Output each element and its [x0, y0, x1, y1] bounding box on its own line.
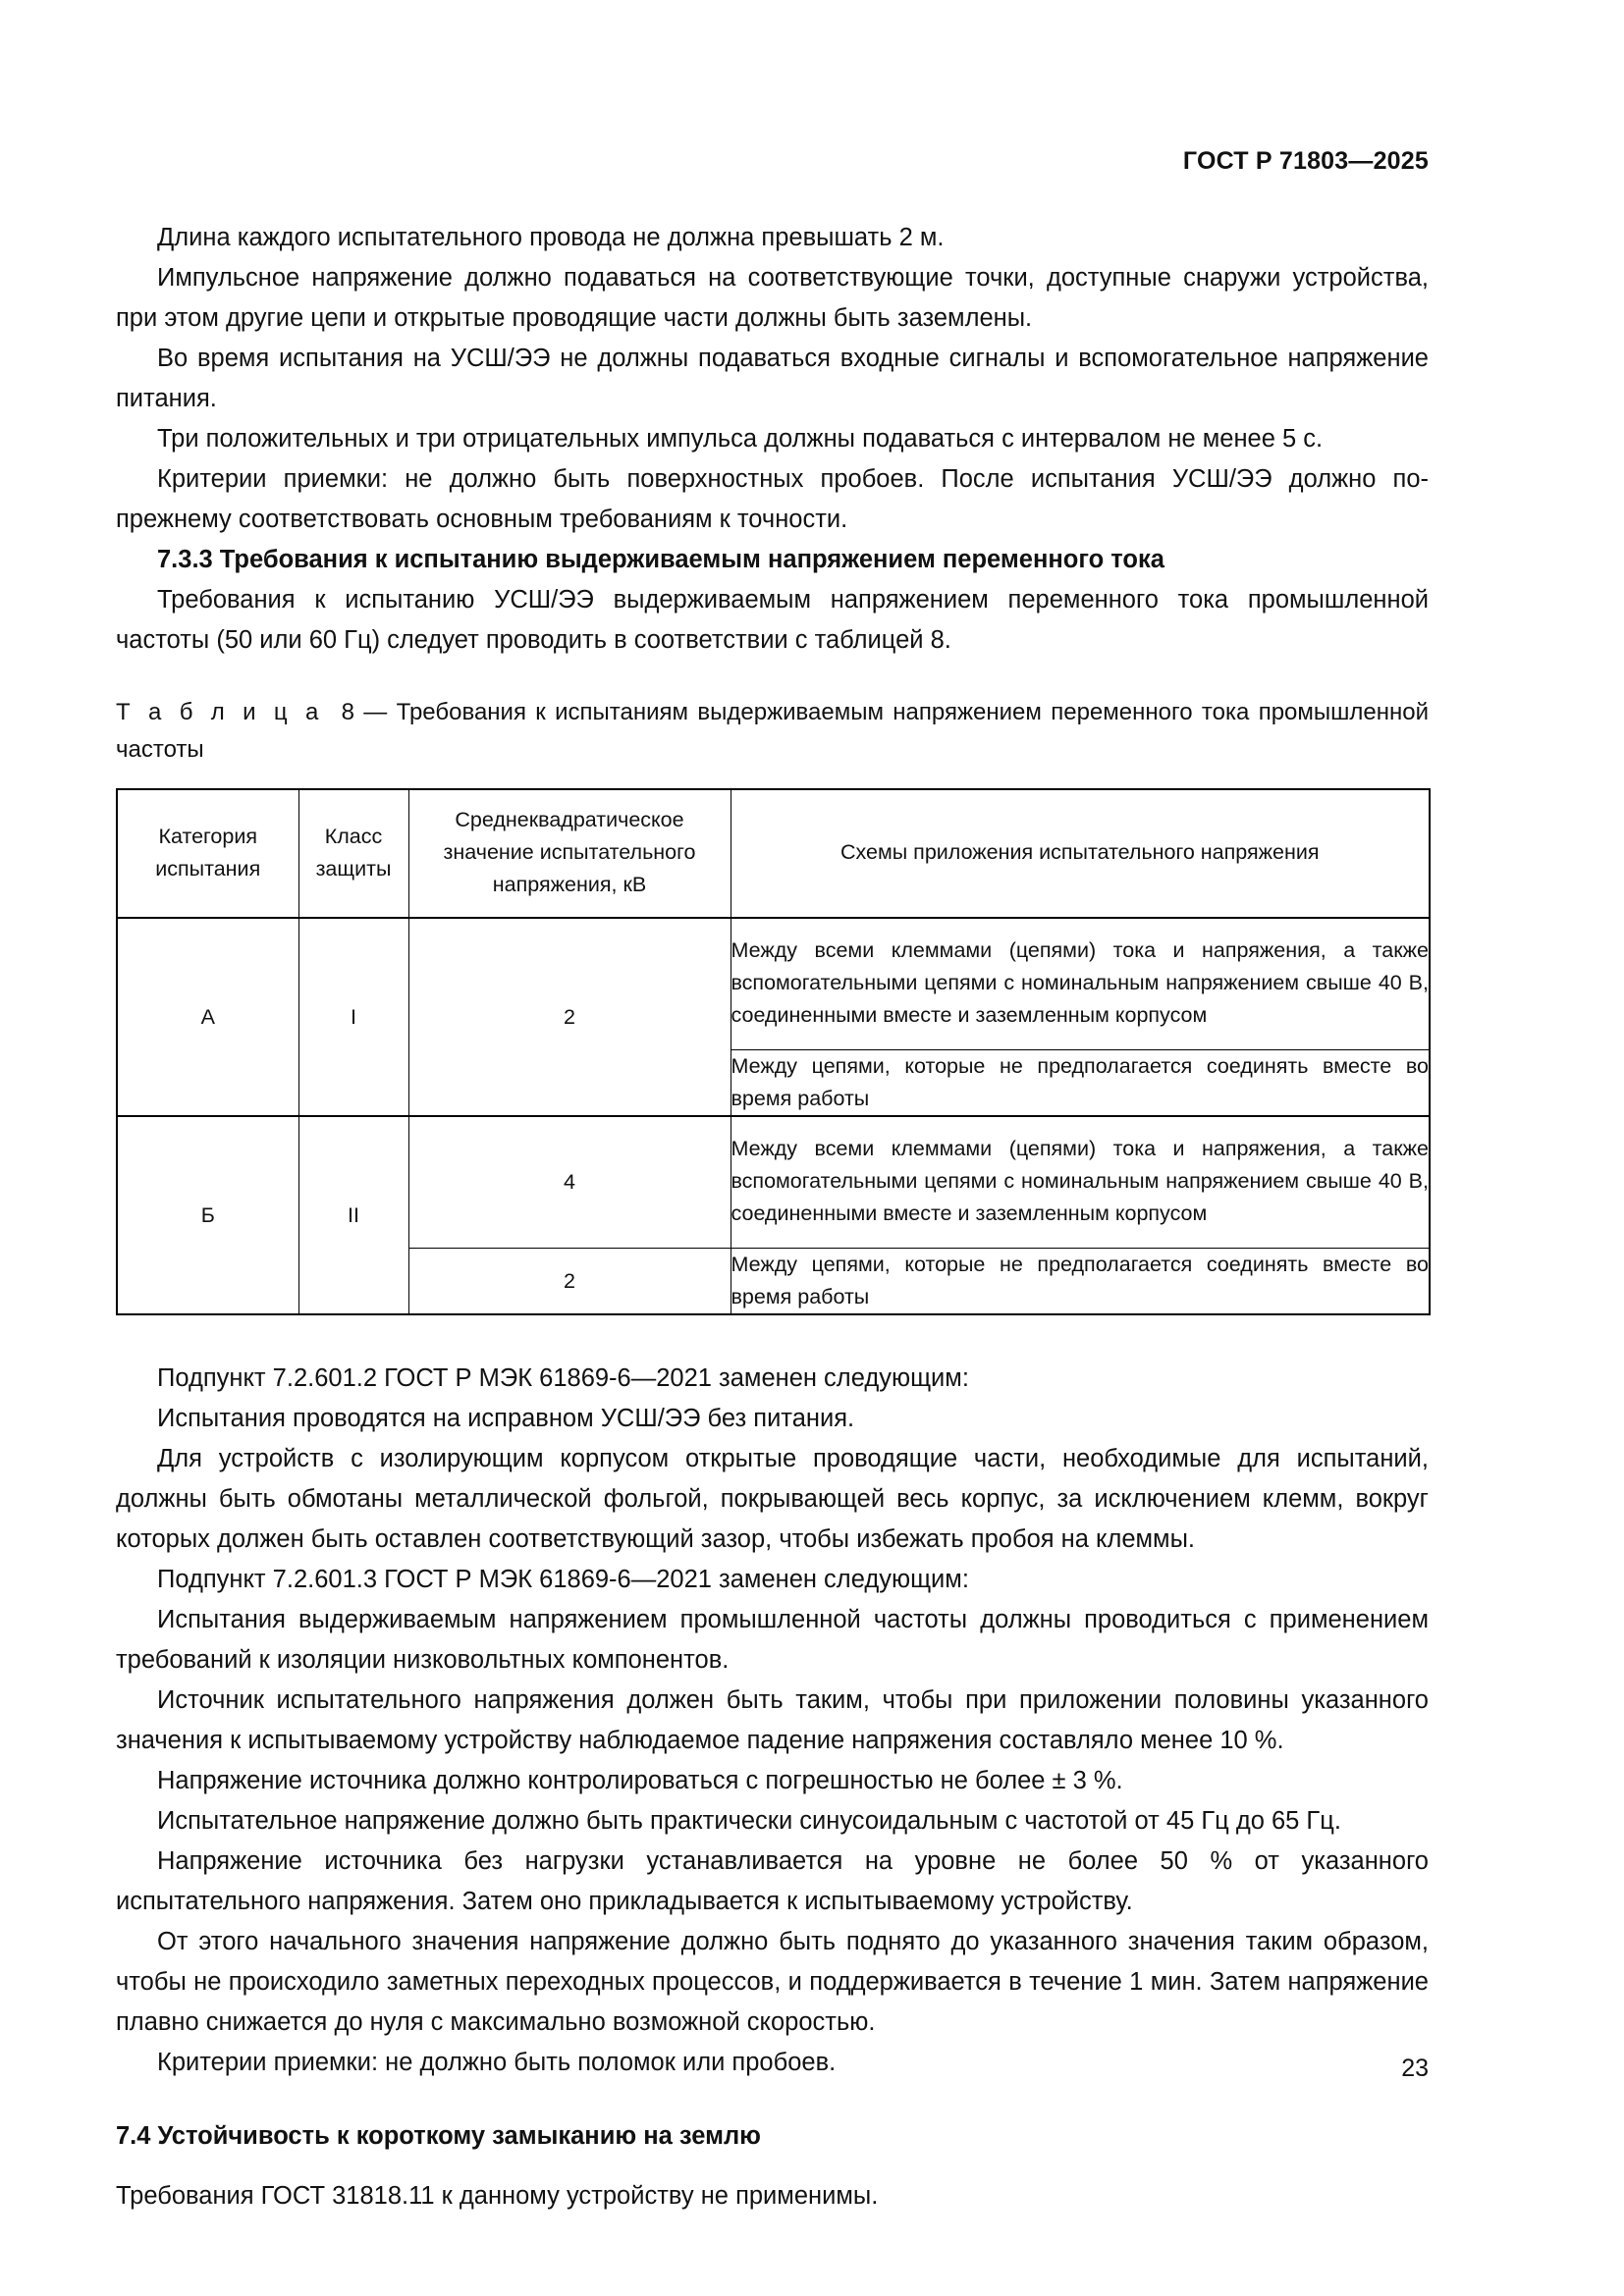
- table-caption-label: Т а б л и ц а: [116, 699, 323, 725]
- paragraph-tests-unpowered: Испытания проводятся на исправном УСШ/ЭЭ без питания.: [157, 1405, 855, 1432]
- paragraph-voltage-ramp: От этого начального значения напряжение должно быть поднято до указанного значения таким образом, чтобы не происходило заметных переходных процессов, и поддерживается в течение 1 мин. Затем напряжение плавно снижается до нуля с максимально возможной скоростью.: [116, 1928, 1429, 2036]
- cell-scheme-a-second: Между цепями, которые не предполагается соединять вместе во время работы: [731, 1050, 1430, 1117]
- page-number: 23: [1401, 2055, 1429, 2082]
- table-caption-number: 8: [341, 699, 354, 725]
- heading-7-4: 7.4 Устойчивость к короткому замыканию на землю: [116, 2122, 761, 2150]
- page-content: [116, 218, 1429, 2216]
- column-header-protection-class-line1: Класс: [324, 824, 383, 848]
- paragraph-acceptance-criteria-surface: Критерии приемки: не должно быть поверхностных пробоев. После испытания УСШ/ЭЭ должно по-прежнему соответствовать основным требованиям к точности.: [116, 465, 1429, 533]
- paragraph-subclause-7-2-601-2: Подпункт 7.2.601.2 ГОСТ Р МЭК 61869-6—2021 заменен следующим:: [157, 1364, 969, 1392]
- cell-scheme-b-second: Между цепями, которые не предполагается соединять вместе во время работы: [731, 1249, 1430, 1315]
- paragraph-insulating-enclosure-foil: Для устройств с изолирующим корпусом открытые проводящие части, необходимые для испытаний, должны быть обмотаны металлической фольгой, покрывающей весь корпус, за исключением клемм, вокруг которых должен быть оставлен соответствующий зазор, чтобы избежать пробоя на клеммы.: [116, 1445, 1429, 1553]
- cell-voltage-b-first: 4: [408, 1116, 731, 1249]
- cell-voltage-b-second: 2: [408, 1249, 731, 1315]
- paragraph-gost-31818-11: Требования ГОСТ 31818.11 к данному устройству не применимы.: [116, 2182, 879, 2210]
- heading-7-3-3: 7.3.3 Требования к испытанию выдерживаемым напряжением переменного тока: [157, 546, 1164, 573]
- column-header-test-category-line2: испытания: [155, 856, 261, 881]
- paragraph-source-voltage-drop: Источник испытательного напряжения должен быть таким, чтобы при приложении половины указанного значения к испытываемому устройству наблюдаемое падение напряжения составляло менее 10 %.: [116, 1686, 1429, 1754]
- spacer-before-heading-7-4: [116, 2083, 1429, 2116]
- table-header-row: [117, 789, 1430, 918]
- cell-protection-class-b: II: [298, 1116, 408, 1314]
- table-row: [117, 1116, 1430, 1249]
- cell-category-a: А: [117, 918, 298, 1116]
- paragraph-power-frequency-intro: Требования к испытанию УСШ/ЭЭ выдерживаемым напряжением переменного тока промышленной частоты (50 или 60 Гц) следует проводить в соответствии с таблицей 8.: [116, 586, 1429, 654]
- paragraph-sinusoidal-frequency: Испытательное напряжение должно быть практически синусоидальным с частотой от 45 Гц до 65 Гц.: [157, 1807, 1341, 1835]
- spacer-after-heading-7-4: [116, 2157, 1429, 2176]
- table-caption-text: — Требования к испытаниям выдерживаемым напряжением переменного тока промышленной частоты: [116, 699, 1430, 763]
- spacer-before-table: [116, 769, 1429, 788]
- column-header-test-category: [117, 789, 298, 918]
- paragraph-three-pulses: Три положительных и три отрицательных импульса должны подаваться с интервалом не менее 5 с.: [157, 425, 1324, 453]
- cell-category-b: Б: [117, 1116, 298, 1314]
- cell-protection-class-a: I: [298, 918, 408, 1116]
- paragraph-lv-component-insulation: Испытания выдерживаемым напряжением промышленной частоты должны проводиться с применением требований к изоляции низковольтных компонентов.: [116, 1606, 1429, 1674]
- table-body: [117, 918, 1430, 1314]
- paragraph-impulse-voltage: Импульсное напряжение должно подаваться на соответствующие точки, доступные снаружи устройства, при этом другие цепи и открытые проводящие части должны быть заземлены.: [116, 264, 1429, 332]
- paragraph-no-load-voltage: Напряжение источника без нагрузки устанавливается на уровне не более 50 % от указанного испытательного напряжения. Затем оно прикладывается к испытываемому устройству.: [116, 1847, 1429, 1915]
- paragraph-lead-length: Длина каждого испытательного провода не должна превышать 2 м.: [157, 224, 945, 251]
- spacer-before-table-caption: [116, 661, 1429, 694]
- paragraph-acceptance-criteria-breakdown: Критерии приемки: не должно быть поломок или пробоев.: [157, 2049, 837, 2076]
- column-header-rms-test-voltage: [408, 789, 731, 918]
- column-header-rms-test-voltage-line2: значение испытательного: [443, 840, 696, 864]
- table-8-ac-withstand-requirements: [116, 788, 1431, 1315]
- cell-scheme-b-first: Между всеми клеммами (цепями) тока и напряжения, а также вспомогательными цепями с номинальным напряжением свыше 40 В, соединенными вместе и заземленным корпусом: [731, 1116, 1430, 1249]
- column-header-protection-class: [298, 789, 408, 918]
- column-header-application-schemes: Схемы приложения испытательного напряжения: [731, 789, 1430, 918]
- column-header-protection-class-line2: защиты: [315, 856, 392, 881]
- paragraph-source-accuracy: Напряжение источника должно контролироваться с погрешностью не более ± 3 %.: [157, 1767, 1123, 1794]
- paragraph-subclause-7-2-601-3: Подпункт 7.2.601.3 ГОСТ Р МЭК 61869-6—2021 заменен следующим:: [157, 1566, 969, 1593]
- column-header-rms-test-voltage-line3: напряжения, кВ: [492, 873, 647, 896]
- spacer-after-table: [116, 1315, 1429, 1359]
- running-head-standard-number: ГОСТ Р 71803—2025: [1182, 147, 1429, 175]
- cell-scheme-a-first: Между всеми клеммами (цепями) тока и напряжения, а также вспомогательными цепями с номинальным напряжением свыше 40 В, соединенными вместе и заземленным корпусом: [731, 918, 1430, 1050]
- column-header-rms-test-voltage-line1: Среднеквадратическое: [455, 808, 684, 831]
- cell-voltage-a: 2: [408, 918, 731, 1116]
- table-row: [117, 918, 1430, 1050]
- column-header-test-category-line1: Категория: [158, 824, 257, 848]
- paragraph-no-input-signals: Во время испытания на УСШ/ЭЭ не должны подаваться входные сигналы и вспомогательное напряжение питания.: [116, 345, 1429, 412]
- table-8-caption: [116, 694, 1429, 769]
- table-head: [117, 789, 1430, 918]
